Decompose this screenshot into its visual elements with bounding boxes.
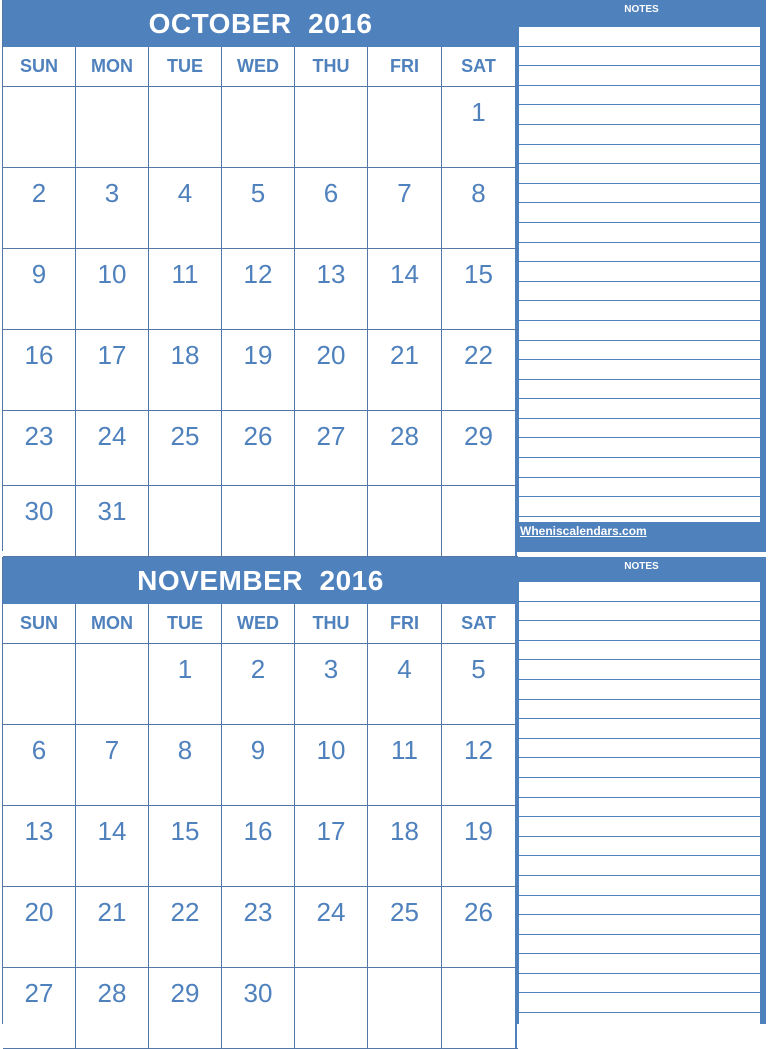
calendar-grid xyxy=(2,0,518,551)
day-cell[interactable]: 23 xyxy=(3,411,76,485)
november-calendar xyxy=(0,557,768,1024)
day-cell[interactable] xyxy=(3,644,76,724)
day-cell[interactable]: 16 xyxy=(3,330,76,410)
notes-line xyxy=(519,262,760,282)
day-cell[interactable] xyxy=(76,87,149,167)
day-cell[interactable]: 20 xyxy=(3,887,76,967)
weeks xyxy=(3,644,518,1049)
notes-line xyxy=(519,954,760,974)
notes-line xyxy=(519,719,760,739)
day-name-mon: MON xyxy=(76,47,149,86)
day-cell[interactable]: 18 xyxy=(368,806,442,886)
day-cell[interactable]: 14 xyxy=(368,249,442,329)
notes-line xyxy=(519,164,760,184)
day-name-sun: SUN xyxy=(3,47,76,86)
day-cell[interactable] xyxy=(149,486,222,556)
day-cell[interactable]: 21 xyxy=(368,330,442,410)
day-names-row xyxy=(3,47,518,87)
day-cell[interactable]: 8 xyxy=(442,168,517,248)
week-row xyxy=(3,411,518,486)
site-credit[interactable]: Wheniscalendars.com xyxy=(520,524,647,538)
day-cell[interactable] xyxy=(76,644,149,724)
day-cell[interactable]: 2 xyxy=(222,644,295,724)
notes-line xyxy=(519,602,760,622)
week-row xyxy=(3,87,518,168)
day-cell[interactable]: 3 xyxy=(76,168,149,248)
notes-line xyxy=(519,837,760,857)
notes-line xyxy=(519,798,760,818)
day-cell[interactable]: 11 xyxy=(149,249,222,329)
notes-line xyxy=(519,125,760,145)
day-cell[interactable]: 22 xyxy=(442,330,517,410)
notes-line xyxy=(519,739,760,759)
notes-panel xyxy=(517,557,766,1024)
day-cell[interactable] xyxy=(442,486,517,556)
notes-line xyxy=(519,935,760,955)
notes-label: NOTES xyxy=(624,561,659,572)
day-cell[interactable] xyxy=(368,87,442,167)
notes-lines[interactable] xyxy=(519,582,760,1024)
day-cell[interactable] xyxy=(222,486,295,556)
day-name-thu: THU xyxy=(295,604,368,643)
week-row xyxy=(3,249,518,330)
notes-line xyxy=(519,243,760,263)
day-name-thu: THU xyxy=(295,47,368,86)
day-cell[interactable]: 15 xyxy=(149,806,222,886)
day-cell[interactable]: 9 xyxy=(3,249,76,329)
day-name-fri: FRI xyxy=(368,604,442,643)
day-cell[interactable]: 31 xyxy=(76,486,149,556)
day-cell[interactable]: 5 xyxy=(442,644,517,724)
notes-line xyxy=(519,223,760,243)
notes-line xyxy=(519,700,760,720)
day-cell[interactable]: 26 xyxy=(442,887,517,967)
day-cell[interactable]: 13 xyxy=(295,249,368,329)
notes-label: NOTES xyxy=(624,4,659,15)
week-row xyxy=(3,968,518,1049)
day-cell[interactable]: 17 xyxy=(76,330,149,410)
notes-line xyxy=(519,621,760,641)
day-cell[interactable]: 9 xyxy=(222,725,295,805)
day-cell[interactable]: 10 xyxy=(295,725,368,805)
day-cell[interactable]: 7 xyxy=(76,725,149,805)
day-cell[interactable]: 11 xyxy=(368,725,442,805)
day-cell[interactable] xyxy=(442,968,517,1048)
notes-line xyxy=(519,680,760,700)
week-row xyxy=(3,486,518,557)
day-cell[interactable]: 23 xyxy=(222,887,295,967)
notes-line xyxy=(519,203,760,223)
week-row xyxy=(3,330,518,411)
week-row xyxy=(3,644,518,725)
notes-line xyxy=(519,660,760,680)
notes-line xyxy=(519,458,760,478)
notes-line xyxy=(519,419,760,439)
notes-line xyxy=(519,321,760,341)
day-cell[interactable] xyxy=(295,486,368,556)
week-row xyxy=(3,806,518,887)
notes-line xyxy=(519,497,760,517)
notes-line xyxy=(519,145,760,165)
day-cell[interactable]: 17 xyxy=(295,806,368,886)
month-title: NOVEMBER 2016 xyxy=(3,557,518,604)
notes-panel xyxy=(517,0,766,552)
calendar-grid xyxy=(2,557,518,1024)
notes-lines[interactable] xyxy=(519,27,760,522)
day-cell[interactable]: 10 xyxy=(76,249,149,329)
notes-line xyxy=(519,301,760,321)
day-cell[interactable]: 30 xyxy=(222,968,295,1048)
notes-line xyxy=(519,282,760,302)
notes-line xyxy=(519,876,760,896)
day-cell[interactable]: 28 xyxy=(76,968,149,1048)
day-cell[interactable]: 28 xyxy=(368,411,442,485)
day-name-mon: MON xyxy=(76,604,149,643)
notes-line xyxy=(519,360,760,380)
notes-line xyxy=(519,341,760,361)
day-cell[interactable]: 27 xyxy=(3,968,76,1048)
day-cell[interactable] xyxy=(295,968,368,1048)
notes-line xyxy=(519,27,760,47)
notes-line xyxy=(519,974,760,994)
notes-line xyxy=(519,66,760,86)
day-cell[interactable] xyxy=(149,87,222,167)
day-cell[interactable]: 24 xyxy=(295,887,368,967)
day-name-fri: FRI xyxy=(368,47,442,86)
weeks xyxy=(3,87,518,557)
day-cell[interactable]: 7 xyxy=(368,168,442,248)
notes-line xyxy=(519,817,760,837)
day-cell[interactable]: 29 xyxy=(149,968,222,1048)
notes-line xyxy=(519,758,760,778)
notes-line xyxy=(519,438,760,458)
day-cell[interactable]: 30 xyxy=(3,486,76,556)
day-cell[interactable]: 19 xyxy=(222,330,295,410)
day-name-sat: SAT xyxy=(442,604,517,643)
day-cell[interactable]: 20 xyxy=(295,330,368,410)
day-cell[interactable]: 1 xyxy=(442,87,517,167)
day-cell[interactable]: 19 xyxy=(442,806,517,886)
month-title: OCTOBER 2016 xyxy=(3,0,518,47)
day-cell[interactable]: 6 xyxy=(3,725,76,805)
day-name-tue: TUE xyxy=(149,604,222,643)
day-name-wed: WED xyxy=(222,604,295,643)
day-cell[interactable] xyxy=(3,87,76,167)
day-names-row xyxy=(3,604,518,644)
day-name-sun: SUN xyxy=(3,604,76,643)
notes-line xyxy=(519,478,760,498)
notes-line xyxy=(519,778,760,798)
day-cell[interactable]: 1 xyxy=(149,644,222,724)
notes-line xyxy=(519,380,760,400)
day-cell[interactable]: 4 xyxy=(368,644,442,724)
day-cell[interactable]: 22 xyxy=(149,887,222,967)
day-cell[interactable]: 25 xyxy=(368,887,442,967)
day-cell[interactable]: 2 xyxy=(3,168,76,248)
day-cell[interactable]: 25 xyxy=(149,411,222,485)
notes-line xyxy=(519,856,760,876)
day-cell[interactable] xyxy=(368,968,442,1048)
notes-line xyxy=(519,896,760,916)
notes-line xyxy=(519,915,760,935)
day-name-wed: WED xyxy=(222,47,295,86)
day-cell[interactable]: 12 xyxy=(222,249,295,329)
day-cell[interactable]: 24 xyxy=(76,411,149,485)
day-cell[interactable] xyxy=(222,87,295,167)
day-cell[interactable]: 12 xyxy=(442,725,517,805)
day-cell[interactable]: 26 xyxy=(222,411,295,485)
day-cell[interactable] xyxy=(295,87,368,167)
day-cell[interactable]: 6 xyxy=(295,168,368,248)
day-cell[interactable]: 13 xyxy=(3,806,76,886)
day-cell[interactable]: 4 xyxy=(149,168,222,248)
notes-line xyxy=(519,641,760,661)
week-row xyxy=(3,887,518,968)
day-name-sat: SAT xyxy=(442,47,517,86)
day-cell[interactable]: 8 xyxy=(149,725,222,805)
day-name-tue: TUE xyxy=(149,47,222,86)
day-cell[interactable]: 21 xyxy=(76,887,149,967)
day-cell[interactable]: 5 xyxy=(222,168,295,248)
week-row xyxy=(3,725,518,806)
notes-line xyxy=(519,47,760,67)
notes-line xyxy=(519,105,760,125)
notes-line xyxy=(519,993,760,1013)
day-cell[interactable]: 14 xyxy=(76,806,149,886)
day-cell[interactable]: 3 xyxy=(295,644,368,724)
day-cell[interactable]: 15 xyxy=(442,249,517,329)
notes-line xyxy=(519,184,760,204)
notes-line xyxy=(519,86,760,106)
day-cell[interactable]: 18 xyxy=(149,330,222,410)
day-cell[interactable] xyxy=(368,486,442,556)
week-row xyxy=(3,168,518,249)
day-cell[interactable]: 27 xyxy=(295,411,368,485)
day-cell[interactable]: 16 xyxy=(222,806,295,886)
notes-line xyxy=(519,582,760,602)
notes-line xyxy=(519,399,760,419)
day-cell[interactable]: 29 xyxy=(442,411,517,485)
